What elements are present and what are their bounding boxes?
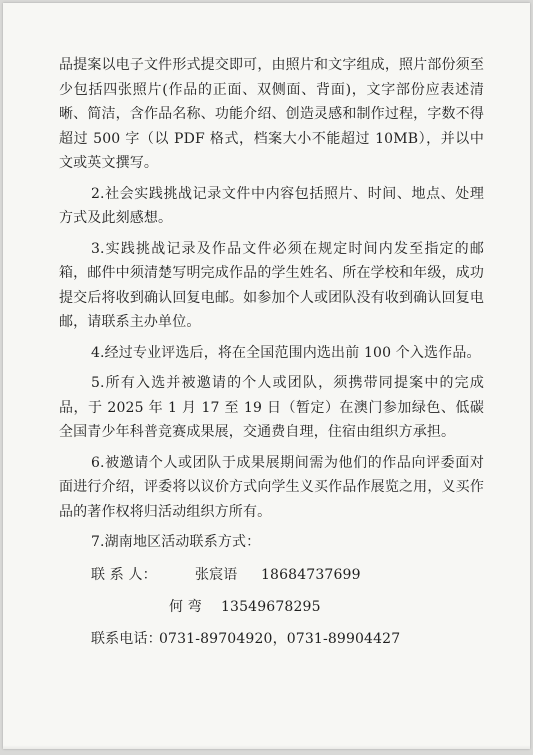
contact-person-1-name: 张宸语 [195,566,238,583]
paragraph-item-4: 4.经过专业评选后，将在全国范围内选出前 100 个入选作品。 [91,344,481,361]
contact-person-label: 联 系 人： [91,566,157,583]
contact-person-2-phone: 13549678295 [221,598,321,615]
scan-shadow [3,745,530,749]
paragraph-item-7: 7.湖南地区活动联系方式： [91,534,261,550]
paragraph-item-5: 5.所有入选并被邀请的个人或团队，须携带同提案中的完成品，于 2025 年 1 月 17 至 19 日（暂定）在澳门参加绿色、低碳全国青少年科普竞赛成果展，交通费自理，住宿由组织方承担。 [59,375,484,440]
contact-row-1 [59,559,484,591]
contact-phone-numbers: 0731-89704920，0731-89904427 [159,630,401,647]
document-body [59,53,484,655]
paragraph-item-2: 2.社会实践挑战记录文件中内容包括照片、时间、地点、处理方式及此刻感想。 [59,185,484,226]
document-page [3,3,530,749]
contact-phone-label: 联系电话： [91,630,162,647]
paragraph-item-3: 3.实践挑战记录及作品文件必须在规定时间内发至指定的邮箱，邮件中须清楚写明完成作品的学生姓名、所在学校和年级，成功提交后将收到确认回复电邮。如参加个人或团队没有收到确认回复电邮，请联系主办单位。 [59,240,484,330]
contact-row-3 [59,623,484,655]
contact-person-1-phone: 18684737699 [261,566,361,583]
contact-person-2-name: 何 弯 [169,598,202,615]
contact-row-2 [59,591,484,623]
paragraph-continuation: 品提案以电子文件形式提交即可，由照片和文字组成，照片部份须至少包括四张照片(作品的正面、双侧面、背面)，文字部份应表述清晰、简洁，含作品名称、功能介绍、创造灵感和制作过程，字数不得超过 500 字（以 PDF 格式，档案大小不能超过 10MB），并以中文或英文撰写。 [59,57,484,171]
paragraph-item-6: 6.被邀请个人或团队于成果展期间需为他们的作品向评委面对面进行介绍，评委将以议价方式向学生义买作品作展览之用，义买作品的著作权将归活动组织方所有。 [59,454,484,520]
